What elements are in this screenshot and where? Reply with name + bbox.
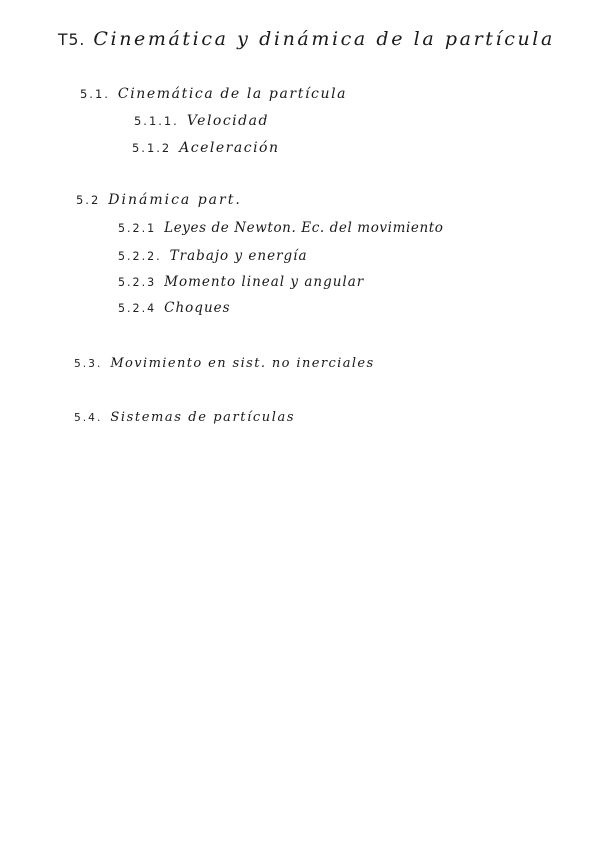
page-title <box>58 28 555 50</box>
subsection-5-1-2 <box>132 140 280 156</box>
subsection-number: 5.2.2. <box>118 250 162 263</box>
subsection-number: 5.2.3 <box>118 276 157 289</box>
subsection-title: Trabajo y energía <box>169 248 308 264</box>
section-number: 5.1. <box>80 87 110 101</box>
subsection-title: Choques <box>164 300 231 316</box>
section-title: Movimiento en sist. no inerciales <box>110 356 375 371</box>
title-number: T5. <box>58 31 86 49</box>
subsection-5-1-1 <box>134 113 269 129</box>
section-5-4 <box>74 410 295 425</box>
subsection-title: Velocidad <box>186 113 269 129</box>
section-title: Sistemas de partículas <box>110 410 296 425</box>
section-5-1 <box>80 86 347 102</box>
section-5-2 <box>76 192 242 208</box>
subsection-5-2-4 <box>118 300 231 316</box>
subsection-title: Leyes de Newton. Ec. del movimiento <box>164 220 444 236</box>
subsection-number: 5.1.2 <box>132 141 172 155</box>
section-number: 5.4. <box>74 411 103 424</box>
subsection-5-2-1 <box>118 220 444 236</box>
subsection-5-2-3 <box>118 274 364 290</box>
subsection-number: 5.1.1. <box>134 114 179 128</box>
section-5-3 <box>74 356 375 371</box>
section-number: 5.3. <box>74 357 103 370</box>
title-text: Cinemática y dinámica de la partícula <box>93 28 555 50</box>
section-title: Dinámica part. <box>108 192 242 208</box>
subsection-title: Momento lineal y angular <box>164 274 365 290</box>
section-title: Cinemática de la partícula <box>117 86 348 102</box>
section-number: 5.2 <box>76 193 101 207</box>
subsection-number: 5.2.1 <box>118 222 157 235</box>
subsection-number: 5.2.4 <box>118 302 157 315</box>
subsection-title: Aceleración <box>179 140 280 156</box>
subsection-5-2-2 <box>118 248 308 264</box>
